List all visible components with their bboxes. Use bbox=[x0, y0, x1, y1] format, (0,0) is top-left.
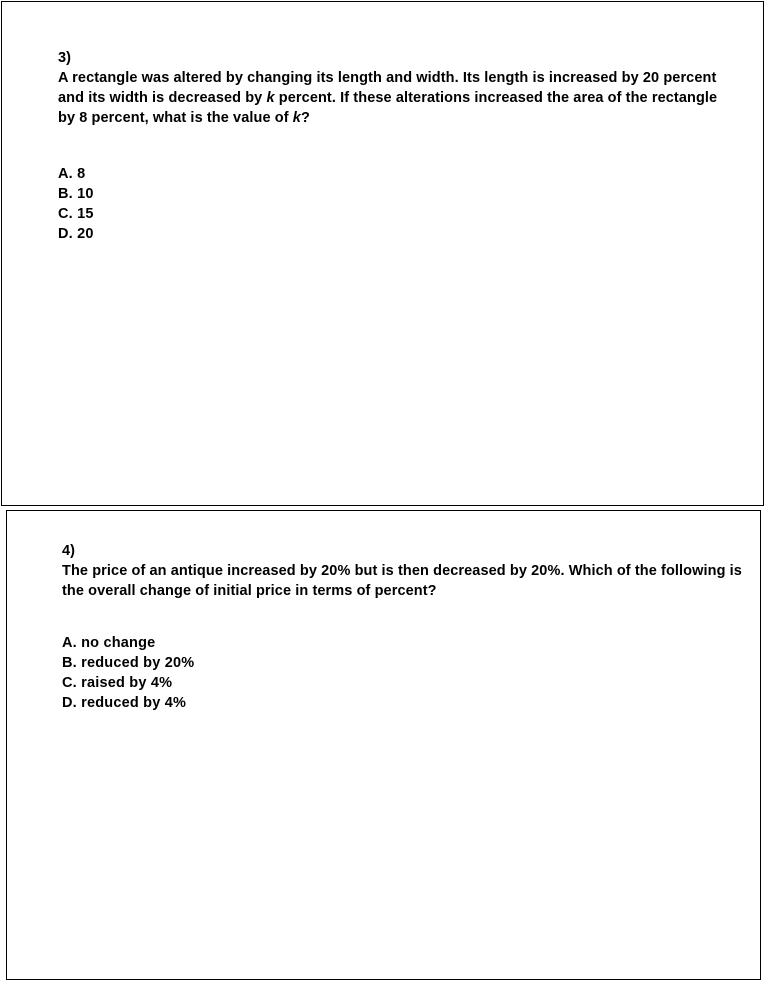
question-number: 3) bbox=[58, 50, 71, 66]
answer-choice-d: D. 20 bbox=[58, 226, 94, 242]
question-text bbox=[58, 68, 718, 128]
variable-k: k bbox=[266, 90, 275, 106]
answer-choice-a: A. no change bbox=[62, 635, 156, 651]
question-number: 4) bbox=[62, 543, 75, 559]
question-card-4 bbox=[6, 510, 761, 980]
answer-choice-b: B. 10 bbox=[58, 186, 94, 202]
answer-choice-b: B. reduced by 20% bbox=[62, 655, 195, 671]
answer-choice-c: C. raised by 4% bbox=[62, 675, 173, 691]
question-text-part: percent. If these alterations increased the area of the rectangle by 8 percent, what is the value of bbox=[58, 90, 718, 126]
question-text-part: A rectangle was altered by changing its length and width. Its length is increased by 20 percent and its width is decreased by bbox=[58, 70, 717, 106]
answer-choice-c: C. 15 bbox=[58, 206, 94, 222]
question-card-3 bbox=[1, 1, 764, 506]
answer-choice-d: D. reduced by 4% bbox=[62, 695, 187, 711]
answer-choices bbox=[62, 633, 194, 713]
question-text-part: ? bbox=[300, 110, 310, 126]
answer-choices bbox=[58, 164, 94, 244]
question-text: The price of an antique increased by 20% but is then decreased by 20%. Which of the following is the overall change of initial price in terms of percent? bbox=[62, 563, 742, 599]
answer-choice-a: A. 8 bbox=[58, 166, 86, 182]
variable-k: k bbox=[292, 110, 301, 126]
